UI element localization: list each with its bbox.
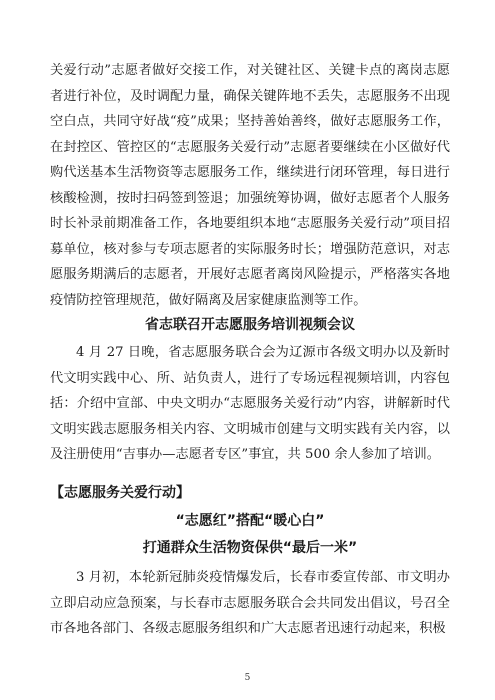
paragraph-training-meeting: 4 月 27 日晚，省志愿服务联合会为辽源市各级文明办以及新时代文明实践中心、所、站负责人，进行了专场远程视频培训，内容包括：介绍中宣部、中央文明办“志愿服务关爱行动”内容，讲解新时代文明实践志愿服务相关内容、文明城市创建与文明实践有关内容，以及注册使用“吉事办—志愿者专区”事宜，共 500 余人参加了培训。 [50,345,450,462]
heading-last-mile-supply: 打通群众生活物资保供“最后一米” [142,540,358,556]
heading-training-meeting: 省志联召开志愿服务培训视频会议 [145,317,355,333]
paragraph-changchun-response: 3 月初，本轮新冠肺炎疫情爆发后，长春市委宣传部、市文明办立即启动应急预案，与长春市志愿服务联合会共同发出倡议，号召全市各地各部门、各级志愿服务组织和广大志愿者迅速行动起来，积极 [50,570,450,636]
heading-volunteer-red-white: “志愿红”搭配“暖心白” [175,513,325,529]
continuation-paragraph: 关爱行动”志愿者做好交接工作，对关键社区、关键卡点的离岗志愿者进行补位，及时调配力量，确保关键阵地不丢失，志愿服务不出现空白点，共同守好战“疫”成果；坚持善始善终，做好志愿服务工作，在封控区、管控区的“志愿服务关爱行动”志愿者要继续在小区做好代购代送基本生活物资等志愿服务工作，继续进行闭环管理，每日进行核酸检测，按时扫码签到签退；加强统筹协调，做好志愿者个人服务时长补录前期准备工作，各地要组织本地“志愿服务关爱行动”项目招募单位，核对参与专项志愿者的实际服务时长；增强防范意识，对志愿服务期满后的志愿者，开展好志愿者离岗风险提示，严格落实各地疫情防控管理规范，做好隔离及居家健康监测等工作。 [50,63,450,308]
page-number: 5 [244,673,251,683]
section-tag-care-action: 【志愿服务关爱行动】 [50,485,190,501]
